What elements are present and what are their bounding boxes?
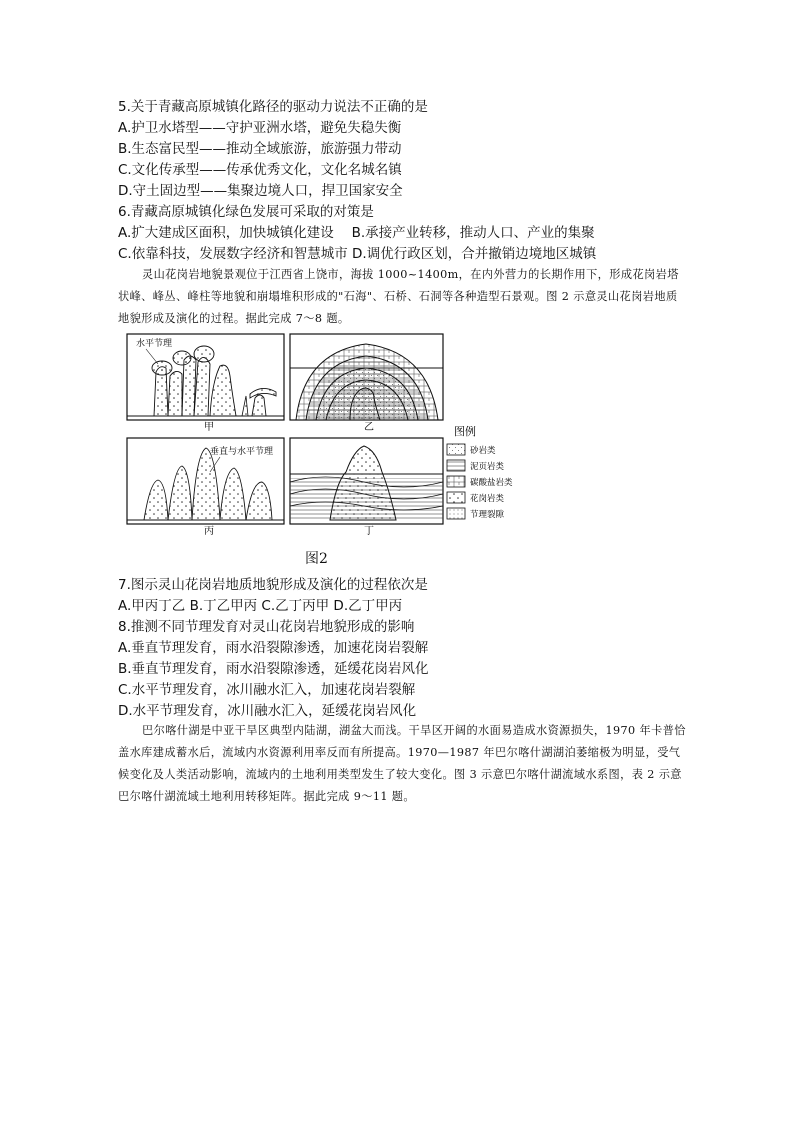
legend-swatch-granite [447, 492, 465, 503]
panel-label-ding: 丁 [364, 526, 374, 537]
legend-swatch-carbonate [447, 476, 465, 487]
question-6-stem: 6.青藏高原城镇化绿色发展可采取的对策是 [118, 204, 374, 220]
legend-swatch-sandstone [447, 444, 465, 455]
question-5-stem: 5.关于青藏高原城镇化路径的驱动力说法不正确的是 [118, 99, 428, 115]
legend-label-carbonate: 碳酸盐岩类 [470, 478, 513, 488]
legend-label-shale: 泥页岩类 [470, 462, 505, 472]
panel-ding [290, 438, 443, 537]
question-6-options-ab: A.扩大建成区面积，加快城镇化建设 B.承接产业转移，推动人口、产业的集聚 [118, 225, 595, 241]
panel-yi [290, 334, 443, 433]
question-8-option-a: A.垂直节理发育，雨水沿裂隙渗透，加速花岗岩裂解 [118, 640, 429, 656]
lingshan-intro-text: 灵山花岗岩地貌景观位于江西省上饶市，海拔 1000~1400m，在内外营力的长期作用下，形成花岗岩塔状峰、峰丛、峰柱等地貌和崩塌堆积形成的"石海"、石桥、石洞等各种造型石景观。图 2 示意灵山花岗岩地质地貌形成及演化的过程。据此完成 7～8 题。 [118, 268, 679, 325]
question-8-option-b: B.垂直节理发育，雨水沿裂隙渗透，延缓花岗岩风化 [118, 661, 429, 677]
figure-2-caption: 图2 [305, 551, 328, 567]
balkhash-intro-paragraph [118, 720, 688, 808]
panel-jia [127, 334, 284, 433]
question-7-options: A.甲丙丁乙 B.丁乙甲丙 C.乙丁丙甲 D.乙丁甲丙 [118, 598, 403, 614]
legend-title: 图例 [454, 425, 476, 438]
lingshan-intro-paragraph [118, 264, 688, 330]
question-5-option-a: A.护卫水塔型——守护亚洲水塔，避免失稳失衡 [118, 120, 402, 136]
legend-swatch-joint [447, 508, 465, 519]
figure-legend [447, 424, 513, 520]
panel-bing [127, 438, 284, 537]
panel-label-bing: 丙 [204, 526, 214, 537]
panel-label-jia: 甲 [204, 422, 214, 433]
question-5-option-b: B.生态富民型——推动全域旅游，旅游强力带动 [118, 141, 402, 157]
question-7-stem: 7.图示灵山花岗岩地质地貌形成及演化的过程依次是 [118, 577, 428, 593]
label-vertical-horizontal-joint: 垂直与水平节理 [210, 447, 274, 457]
panel-label-yi: 乙 [364, 422, 374, 433]
question-8-stem: 8.推测不同节理发育对灵山花岗岩地貌形成的影响 [118, 619, 415, 635]
legend-label-granite: 花岗岩类 [470, 494, 505, 504]
figure-2-diagram [124, 332, 544, 572]
question-8-option-c: C.水平节理发育，冰川融水汇入，加速花岗岩裂解 [118, 682, 416, 698]
question-6-options-cd: C.依靠科技，发展数字经济和智慧城市 D.调优行政区划，合并撤销边境地区城镇 [118, 246, 597, 262]
legend-swatch-shale [447, 460, 465, 471]
label-horizontal-joint: 水平节理 [136, 339, 173, 349]
question-8-option-d: D.水平节理发育，冰川融水汇入，延缓花岗岩风化 [118, 703, 417, 719]
question-5-option-c: C.文化传承型——传承优秀文化，文化名城名镇 [118, 162, 402, 178]
question-5-option-d: D.守土固边型——集聚边境人口，捍卫国家安全 [118, 183, 403, 199]
legend-label-sandstone: 砂岩类 [470, 446, 496, 456]
balkhash-intro-text: 巴尔喀什湖是中亚干旱区典型内陆湖，湖盆大而浅。干旱区开阔的水面易造成水资源损失，1970 年卡普恰盖水库建成蓄水后，流域内水资源利用率反而有所提高。1970—1987 年巴尔喀什湖湖泊萎缩极为明显，受气候变化及人类活动影响，流域内的土地利用类型发生了较大变化。图 3 示意巴尔喀什湖流域水系图，表 2 示意巴尔喀什湖流域土地利用转移矩阵。据此完成 9～11 题。 [118, 724, 686, 803]
legend-label-joint: 节理裂隙 [470, 510, 505, 520]
